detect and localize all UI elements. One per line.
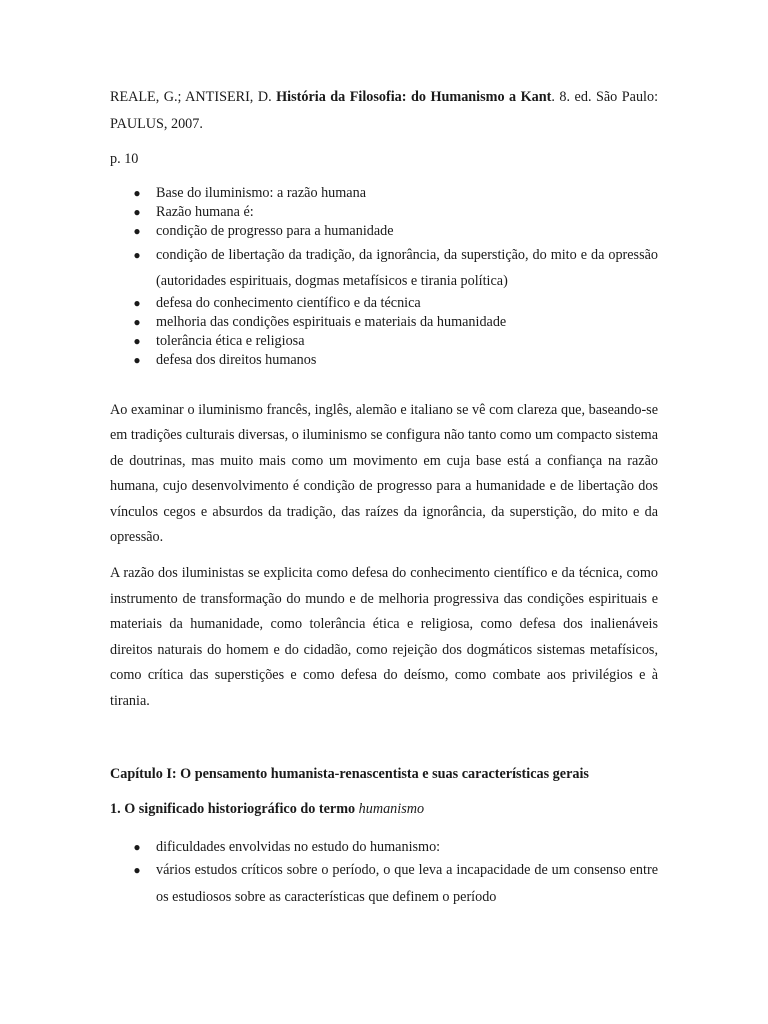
bibliographic-reference bbox=[110, 84, 658, 138]
bullet-icon: ● bbox=[133, 224, 141, 239]
reference-authors: REALE, G.; ANTISERI, D. bbox=[110, 89, 277, 105]
notes-list bbox=[110, 838, 658, 911]
summary-list bbox=[110, 184, 658, 370]
section-heading: 1. O significado historiográfico do termo humanismo bbox=[110, 801, 425, 817]
list-item: ● defesa do conhecimento científico e da técnica bbox=[110, 294, 658, 313]
reference-details: . 8. ed. São Paulo: PAULUS, 2007. bbox=[110, 89, 659, 132]
section-heading-term: humanismo bbox=[358, 801, 425, 817]
reference-title: História da Filosofia: do Humanismo a Kant bbox=[276, 89, 552, 105]
bullet-icon: ● bbox=[133, 295, 141, 310]
bullet-icon: ● bbox=[133, 205, 141, 220]
list-item: ● defesa dos direitos humanos bbox=[110, 351, 658, 370]
list-item: ● dificuldades envolvidas no estudo do humanismo: bbox=[133, 839, 441, 855]
list-item: ● Base do iluminismo: a razão humana bbox=[110, 184, 658, 203]
list-item: ● Razão humana é: bbox=[110, 203, 658, 222]
body-paragraph: Ao examinar o iluminismo francês, inglês, alemão e italiano se vê com clareza que, baseando-se em tradições culturais diversas, o iluminismo se configura não tanto como um compacto sistema de doutrinas, mas muito mais como um movimento em cuja base está a confiança na razão humana, cujo desenvolvimento é condição de progresso para a humanidade e de libertação dos vínculos cegos e absurdos da tradição, das raízes da ignorância, da superstição, do mito e da opressão. bbox=[110, 402, 658, 546]
page-reference: p. 10 bbox=[110, 151, 139, 167]
bullet-icon: ● bbox=[133, 186, 141, 200]
list-item: ● tolerância ética e religiosa bbox=[110, 332, 658, 351]
bullet-icon: ● bbox=[133, 863, 141, 877]
list-item: ● vários estudos críticos sobre o período, o que leva a incapacidade de um consenso entre os estudiosos sobre as características que definem o período bbox=[110, 857, 658, 911]
bullet-icon: ● bbox=[133, 247, 141, 262]
bullet-icon: ● bbox=[133, 840, 141, 854]
bullet-icon: ● bbox=[133, 314, 141, 329]
body-paragraph: A razão dos iluministas se explicita como defesa do conhecimento científico e da técnica, como instrumento de transformação do mundo e de melhoria progressiva das condições espirituais e materiais da humanidade, como tolerância ética e religiosa, como defesa dos inalienáveis direitos naturais do homem e do cidadão, como rejeição dos dogmáticos sistemas metafísicos, como crítica das superstições e como defesa do deísmo, como combate aos privilégios e à tirania. bbox=[110, 565, 658, 709]
list-item: ● condição de libertação da tradição, da ignorância, da superstição, do mito e da opressão (autoridades espirituais, dogmas metafísicos e tirania política) bbox=[110, 242, 658, 294]
bullet-icon: ● bbox=[133, 353, 141, 368]
list-item: ● melhoria das condições espirituais e materiais da humanidade bbox=[110, 313, 658, 332]
chapter-heading: Capítulo I: O pensamento humanista-renascentista e suas características gerais bbox=[110, 766, 589, 782]
bullet-icon: ● bbox=[133, 334, 141, 349]
list-item: ● condição de progresso para a humanidade bbox=[110, 222, 658, 241]
